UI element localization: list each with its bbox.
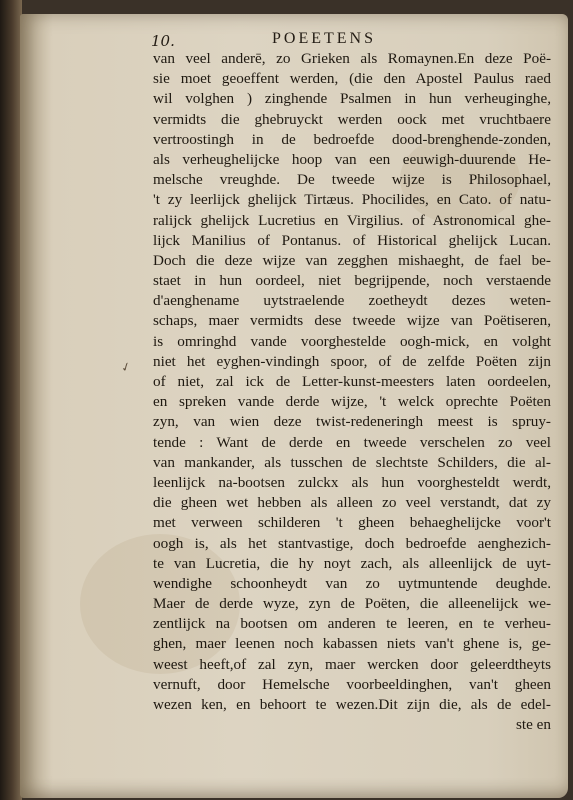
text-line: 't zy leerlijck ghelijck Tirtæus. Phocilides, en Cato. of natu- (153, 191, 551, 209)
text-line: ghen, maer leenen noch kabassen niets van't ghene is, ge- (153, 635, 551, 653)
text-line: van mankander, als tusschen de slechtste Schilders, die al- (153, 453, 551, 471)
book-binding (0, 0, 22, 800)
text-line: Maer de derde wyze, zyn de Poëten, die alleenelijck we- (153, 595, 551, 613)
text-line: te van Lucretia, die hy noyt zach, als alleenlijck de uyt- (153, 554, 551, 572)
text-line: vertroostingh in de bedroefde dood-brenghende-zonden, (153, 130, 551, 148)
text-line: tende : Want de derde en tweede verschelen zo veel (153, 433, 551, 451)
text-line: en spreken vande derde wijze, 't welck oprechte Poëten (153, 393, 551, 411)
text-line: lijck Manilius of Pontanus. of Historical ghelijck Lucan. (153, 231, 551, 249)
text-line: leenlijck na-bootsen zulckx als hun voorghesteldt werdt, (153, 473, 551, 491)
body-text-block (153, 49, 551, 735)
text-line: met verween schilderen 't gheen behaeghelijcke voor't (153, 514, 551, 532)
text-line: wendighe schoonheydt van zo uytmuntende deughde. (153, 574, 551, 592)
page-number: 10. (151, 32, 175, 50)
text-line: weest heeft,of zal zyn, maer wercken door geleerdtheyts (153, 655, 551, 673)
text-line: staet in hun oordeel, niet begrijpende, noch verstaende (153, 272, 551, 290)
text-line: Doch die deze wijze van zegghen mishaeght, de fael be- (153, 251, 551, 269)
text-line: van veel anderē, zo Grieken als Romaynen.En deze Poë- (153, 50, 551, 67)
text-line: wil volghen ) zinghende Psalmen in hun verheuginghe, (153, 90, 551, 108)
running-title: POEETENS (272, 30, 376, 47)
text-line: wezen ken, en behoort te wezen.Dit zijn die, als de edel- (153, 696, 551, 713)
text-line: die gheen wet hebben als alleen zo veel verstandt, dat zy (153, 494, 551, 512)
text-line: vernuft, door Hemelsche voorbeeldinghen, van't gheen (153, 675, 551, 693)
text-line: sie moet geoeffent werden, (die den Apostel Paulus raed (153, 70, 551, 88)
text-line: oogh is, als het stantvastige, doch bedroefde aenghezich- (153, 534, 551, 552)
text-line: niet het eyghen-vindingh spoor, of de zelfde Poëten zijn (153, 352, 551, 370)
text-line: vermidts die ghebruyckt werden oock met vruchtbaere (153, 110, 551, 128)
text-line: schaps, maer vermidts dese tweede wijze van Poëtiseren, (153, 312, 551, 330)
text-line: is omringhd vande voorghestelde oogh-mick, en volght (153, 332, 551, 350)
text-line: ralijck ghelijck Lucretius en Virgilius. of Astronomical ghe- (153, 211, 551, 229)
text-line: ste en (515, 716, 551, 734)
text-line: d'aenghename uytstraelende zoetheydt dezes weten- (153, 292, 551, 310)
text-line: melsche vreughde. De tweede wijze is Philosophael, (153, 171, 551, 189)
margin-pencil-mark: ✓ (118, 358, 134, 376)
text-line: of niet, zal ick de Letter-kunst-meesters laten oordeelen, (153, 373, 551, 390)
text-line: zentlijck na bootsen om anderen te leeren, en te verheu- (153, 615, 551, 633)
text-line: zyn, van wien deze twist-redeneringh meest is spruy- (153, 413, 551, 431)
text-line: als verheughelijcke hoop van een eeuwigh-duurende He- (153, 150, 551, 168)
